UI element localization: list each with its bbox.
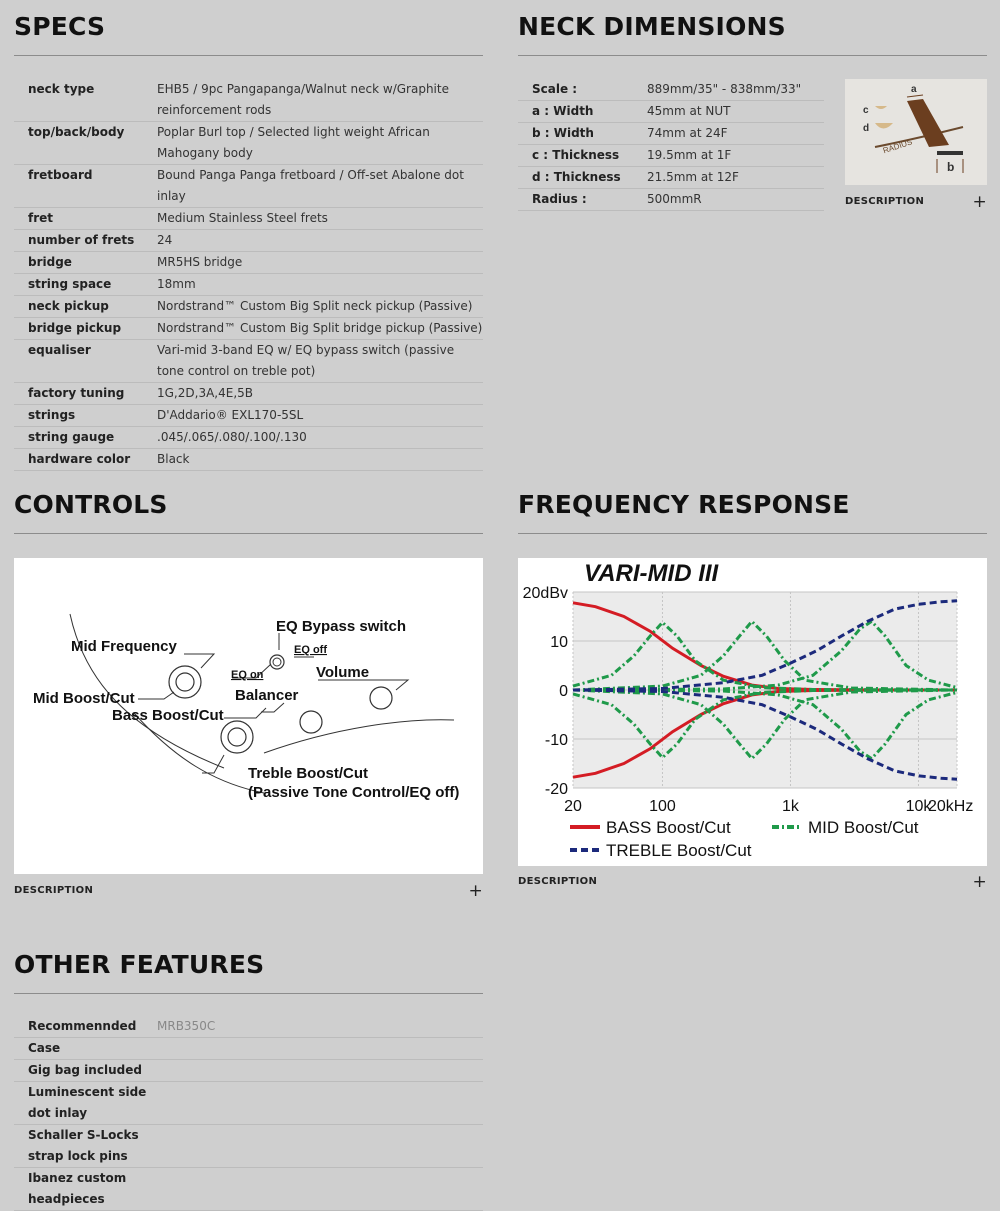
frequency-title: FREQUENCY RESPONSE	[518, 490, 850, 519]
row-key: Case	[28, 1041, 61, 1055]
label-passive-tone: (Passive Tone Control/EQ off)	[248, 784, 460, 801]
table-row	[14, 230, 483, 252]
row-value	[157, 1038, 483, 1059]
x-tick-label: 1k	[782, 798, 799, 815]
other-title: OTHER FEATURES	[14, 950, 265, 979]
row-value	[157, 1082, 483, 1124]
x-tick-label: 10k	[905, 798, 932, 815]
frequency-chart[interactable]	[518, 558, 987, 866]
row-key: string gauge	[28, 430, 115, 444]
plus-icon[interactable]: +	[972, 191, 987, 212]
chart-title: VARI-MID III	[584, 560, 719, 587]
row-value: Nordstrand™ Custom Big Split bridge pickup (Passive)	[157, 321, 483, 335]
table-row	[518, 79, 824, 101]
table-row	[14, 1060, 483, 1082]
controls-description-label: DESCRIPTION	[14, 885, 94, 896]
neck-divider	[518, 55, 987, 56]
label-mid-frequency: Mid Frequency	[71, 638, 177, 655]
y-tick-label: 20dBv	[522, 585, 568, 602]
table-row	[518, 101, 824, 123]
row-value: 74mm at 24F	[647, 126, 728, 140]
row-key: b : Width	[532, 126, 594, 140]
label-treble-boost: Treble Boost/Cut	[248, 765, 369, 782]
row-value	[157, 1168, 483, 1210]
c-label: c	[863, 105, 869, 116]
neck-description-toggle[interactable]	[845, 191, 987, 212]
table-row	[14, 79, 483, 122]
table-row	[518, 123, 824, 145]
knob-balancer[interactable]	[300, 711, 322, 733]
row-value: Black	[157, 452, 190, 466]
y-tick-label: -20	[544, 781, 568, 798]
row-key: fretboard	[28, 168, 93, 182]
controls-diagram-svg	[14, 558, 483, 874]
row-value: Poplar Burl top / Selected light weight African Mahogany body	[157, 125, 430, 160]
row-value: EHB5 / 9pc Pangapanga/Walnut neck w/Graphite reinforcement rods	[157, 82, 449, 117]
neck-description-label: DESCRIPTION	[845, 196, 925, 207]
row-value	[157, 1060, 483, 1081]
row-value: 1G,2D,3A,4E,5B	[157, 386, 253, 400]
switch-eq-bypass[interactable]	[270, 655, 284, 669]
row-value: Vari-mid 3-band EQ w/ EQ bypass switch (passive tone control on treble pot)	[157, 343, 455, 378]
label-mid-boost: Mid Boost/Cut	[33, 690, 135, 707]
row-key: neck type	[28, 82, 95, 96]
table-row	[14, 208, 483, 230]
label-eq-on: EQ on	[231, 669, 264, 681]
table-row	[14, 1016, 483, 1038]
table-row	[14, 274, 483, 296]
row-value: MR5HS bridge	[157, 255, 243, 269]
row-value: Medium Stainless Steel frets	[157, 211, 328, 225]
table-row	[518, 167, 824, 189]
label-bass-boost: Bass Boost/Cut	[112, 707, 224, 724]
plus-icon[interactable]: +	[468, 880, 483, 901]
table-row	[518, 145, 824, 167]
row-key: bridge pickup	[28, 321, 122, 335]
row-value	[157, 1125, 483, 1167]
d-label: d	[863, 123, 870, 134]
legend-label: MID Boost/Cut	[808, 818, 919, 837]
row-key: factory tuning	[28, 386, 125, 400]
row-key: bridge	[28, 255, 72, 269]
other-section	[14, 950, 483, 994]
a-dim	[907, 95, 923, 97]
neck-section	[518, 12, 987, 56]
radius-label: RADIUS	[881, 137, 914, 156]
legend-label: BASS Boost/Cut	[606, 818, 731, 837]
row-key: c : Thickness	[532, 148, 620, 162]
table-row	[14, 1125, 483, 1168]
row-key: equaliser	[28, 343, 91, 357]
table-row	[14, 165, 483, 208]
neck-title: NECK DIMENSIONS	[518, 12, 786, 41]
row-value: 21.5mm at 12F	[647, 170, 739, 184]
table-row	[14, 427, 483, 449]
row-key: string space	[28, 277, 112, 291]
label-eq-off: EQ off	[294, 644, 327, 656]
row-key: top/back/body	[28, 125, 125, 139]
plus-icon[interactable]: +	[972, 871, 987, 892]
row-value: 18mm	[157, 277, 196, 291]
other-table	[14, 1016, 483, 1211]
row-key: Gig bag included	[28, 1063, 142, 1077]
row-key: Scale :	[532, 82, 578, 96]
d-profile	[875, 123, 893, 129]
label-balancer: Balancer	[235, 687, 299, 704]
table-row	[14, 1082, 483, 1125]
b-label: b	[947, 160, 955, 174]
table-row	[14, 383, 483, 405]
specs-section	[14, 12, 483, 56]
y-tick-label: 10	[550, 634, 568, 651]
row-key: Recommennded	[28, 1019, 137, 1033]
frequency-divider	[518, 533, 987, 534]
table-row	[14, 296, 483, 318]
specs-title: SPECS	[14, 12, 106, 41]
row-key: number of frets	[28, 233, 135, 247]
frequency-description-toggle[interactable]	[518, 871, 987, 892]
label-volume: Volume	[316, 664, 370, 681]
specs-divider	[14, 55, 483, 56]
table-row	[518, 189, 824, 211]
neck-table	[518, 79, 824, 211]
row-value: 19.5mm at 1F	[647, 148, 732, 162]
controls-description-toggle[interactable]	[14, 880, 483, 901]
frequency-chart-svg	[518, 558, 987, 866]
x-tick-label: 20kHz	[928, 798, 974, 815]
knob-mid[interactable]	[169, 666, 201, 698]
table-row	[14, 1168, 483, 1211]
c-profile	[875, 106, 887, 109]
specs-table	[14, 79, 483, 471]
row-key: Ibanez custom headpieces	[28, 1171, 127, 1206]
row-key: Schaller S-Locks strap lock pins	[28, 1128, 139, 1163]
row-key: a : Width	[532, 104, 594, 118]
controls-title: CONTROLS	[14, 490, 168, 519]
table-row	[14, 318, 483, 340]
legend-label: TREBLE Boost/Cut	[606, 841, 752, 860]
row-value: 45mm at NUT	[647, 104, 731, 118]
legend	[570, 818, 919, 860]
row-key: Radius :	[532, 192, 587, 206]
knob-volume[interactable]	[370, 687, 392, 709]
row-value: Bound Panga Panga fretboard / Off-set Abalone dot inlay	[157, 168, 464, 203]
controls-diagram[interactable]	[14, 558, 483, 874]
row-value: Nordstrand™ Custom Big Split neck pickup (Passive)	[157, 299, 473, 313]
controls-divider	[14, 533, 483, 534]
y-tick-label: 0	[559, 683, 568, 700]
x-tick-label: 20	[564, 798, 582, 815]
table-row	[14, 405, 483, 427]
table-row	[14, 340, 483, 383]
row-key: hardware color	[28, 452, 131, 466]
table-row	[14, 122, 483, 165]
row-value: .045/.065/.080/.100/.130	[157, 430, 307, 444]
row-value: 889mm/35" - 838mm/33"	[647, 82, 802, 96]
row-key: Luminescent side dot inlay	[28, 1085, 147, 1120]
neck-diagram[interactable]	[845, 79, 987, 185]
row-value: MRB350C	[157, 1019, 216, 1033]
neck-diagram-svg	[845, 79, 987, 185]
table-row	[14, 1038, 483, 1060]
knob-treble[interactable]	[221, 721, 253, 753]
row-key: d : Thickness	[532, 170, 621, 184]
frequency-section	[518, 490, 987, 534]
b-bar	[937, 151, 963, 155]
x-tick-label: 100	[649, 798, 676, 815]
row-key: neck pickup	[28, 299, 109, 313]
other-divider	[14, 993, 483, 994]
label-eq-bypass: EQ Bypass switch	[276, 618, 407, 635]
row-value: 500mmR	[647, 192, 702, 206]
row-value: D'Addario® EXL170-5SL	[157, 408, 304, 422]
a-label: a	[911, 84, 917, 95]
y-tick-label: -10	[544, 732, 568, 749]
table-row	[14, 252, 483, 274]
controls-section	[14, 490, 483, 534]
frequency-description-label: DESCRIPTION	[518, 876, 598, 887]
row-key: fret	[28, 211, 54, 225]
row-value: 24	[157, 233, 173, 247]
row-key: strings	[28, 408, 76, 422]
table-row	[14, 449, 483, 471]
